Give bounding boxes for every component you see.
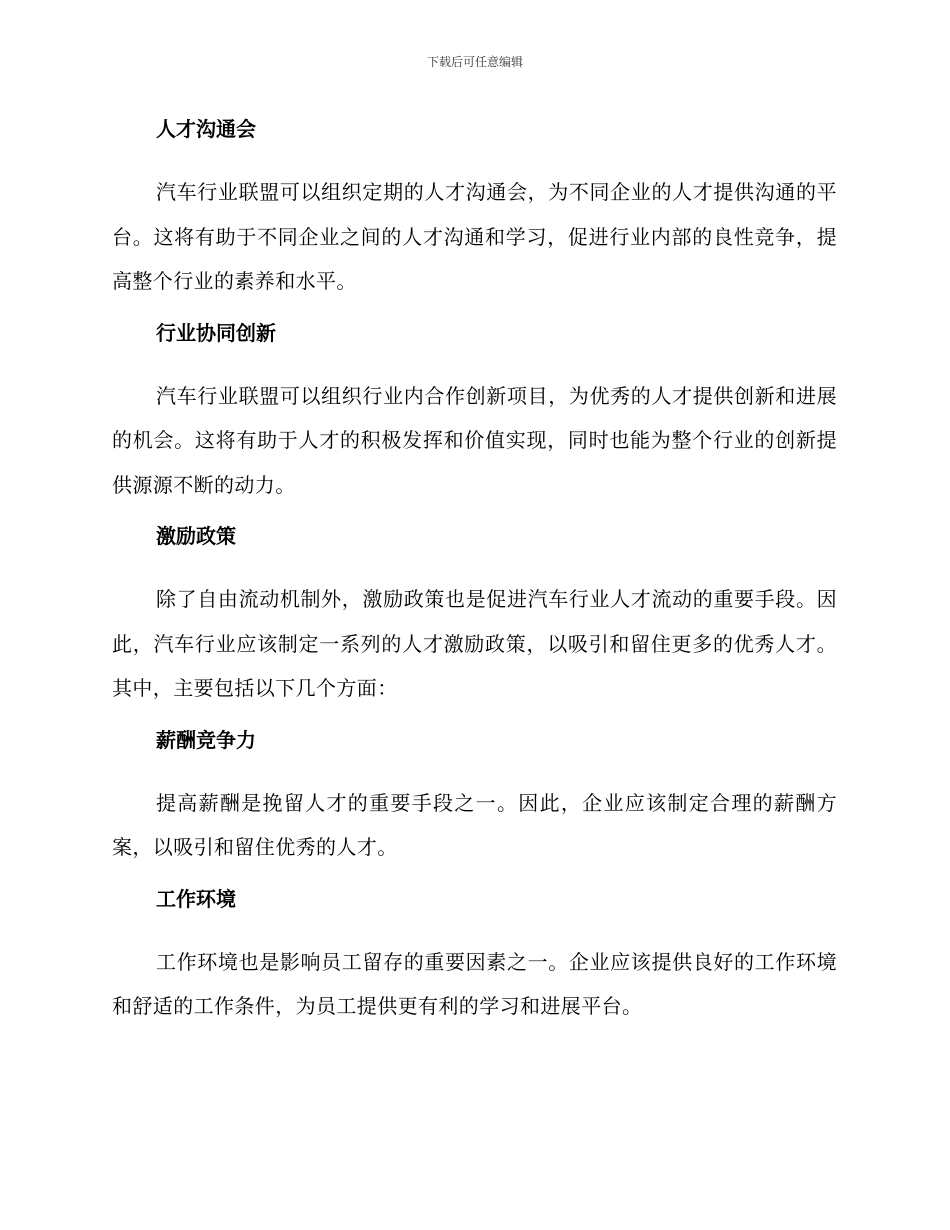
document-body: [112, 110, 837, 1043]
section-heading: 工作环境: [156, 886, 236, 911]
section-heading: 人才沟通会: [156, 117, 256, 141]
section-heading: 薪酬竞争力: [156, 727, 256, 752]
section-industry-innovation: [112, 318, 837, 508]
section-heading: 激励政策: [156, 524, 236, 548]
header-note: 下载后可任意编辑: [426, 55, 523, 69]
section-paragraph: 工作环境也是影响员工留存的重要因素之一。企业应该提供良好的工作环境和舒适的工作条件，为员工提供更有利的学习和进展平台。: [112, 949, 837, 1018]
section-work-environment: [112, 884, 837, 1029]
section-paragraph: 汽车行业联盟可以组织定期的人才沟通会，为不同企业的人才提供沟通的平台。这将有助于不同企业之间的人才沟通和学习，促进行业内部的良性竞争，提高整个行业的素养和水平。: [112, 180, 837, 293]
section-paragraph: 汽车行业联盟可以组织行业内合作创新项目，为优秀的人才提供创新和进展的机会。这将有助于人才的积极发挥和价值实现，同时也能为整个行业的创新提供源源不断的动力。: [112, 383, 837, 497]
section-paragraph: 提高薪酬是挽留人才的重要手段之一。因此，企业应该制定合理的薪酬方案，以吸引和留住优秀的人才。: [112, 790, 837, 859]
section-heading: 行业协同创新: [156, 320, 276, 345]
section-incentive-policy: [112, 521, 837, 711]
section-paragraph: 除了自由流动机制外，激励政策也是促进汽车行业人才流动的重要手段。因此，汽车行业应该制定一系列的人才激励政策，以吸引和留住更多的优秀人才。其中，主要包括以下几个方面：: [112, 587, 837, 700]
section-salary-competitiveness: [112, 725, 837, 870]
section-talent-communication: [112, 114, 837, 304]
